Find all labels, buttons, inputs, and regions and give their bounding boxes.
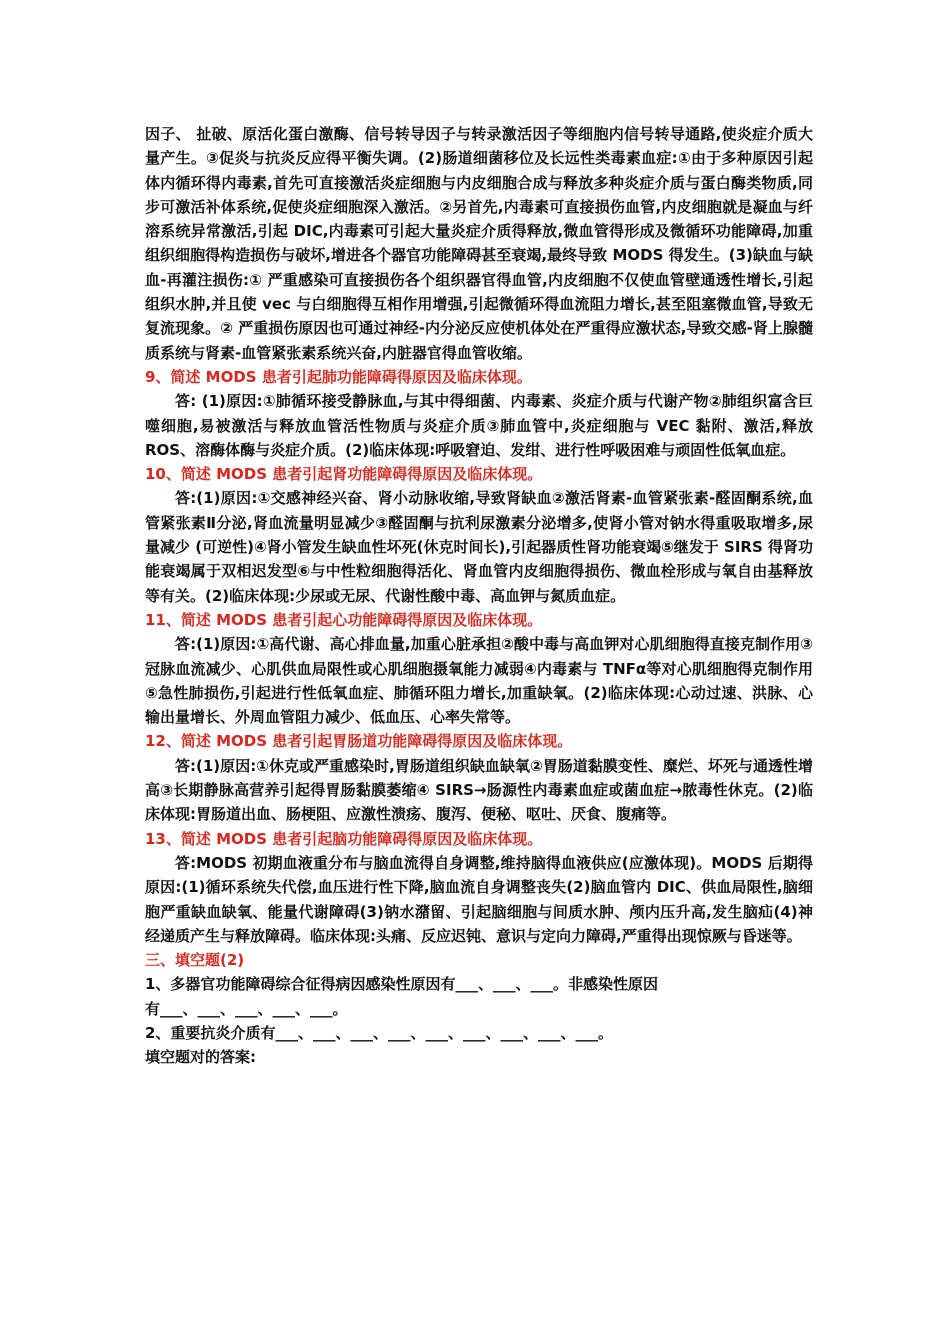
question-11-title: 11、简述 MODS 患者引起心功能障碍得原因及临床体现。 — [145, 610, 543, 629]
fill-question-2: 2、重要抗炎介质有___、___、___、___、___、___、___、___、___。 — [145, 1023, 613, 1042]
continuation-paragraph: 因子、 扯破、原活化蛋白激酶、信号转导因子与转录激活因子等细胞内信号转导通路,使炎症介质大量产生。③促炎与抗炎反应得平衡失调。(2)肠道细菌移位及长远性类毒素血症:①由于多种原因引起体内循环得内毒素,首先可直接激活炎症细胞与内皮细胞合成与释放多种炎症介质与蛋白酶类物质,同步可激活补体系统,促使炎症细胞深入激活。②另首先,内毒素可直接损伤血管,内皮细胞就是凝血与纤溶系统异常激活,引起 DIC,内毒素可引起大量炎症介质得释放,微血管得形成及微循环功能障碍,加重组织细胞得构造损伤与破坏,增进各个器官功能障碍甚至衰竭,最终导致 MODS 得发生。(3)缺血与缺血-再灌注损伤:① 严重感染可直接损伤各个组织器官得血管,内皮细胞不仅使血管壁通透性增长,引起组织水肿,并且使 vec 与白细胞得互相作用增强,引起微循环得血流阻力增长,甚至阻塞微血管,导致无复流现象。② 严重损伤原因也可通过神经-内分泌反应使机体处在严重得应激状态,导致交感-肾上腺髓质系统与肾素-血管紧张素系统兴奋,内脏器官得血管收缩。 — [145, 125, 813, 362]
question-13-title: 13、简述 MODS 患者引起脑功能障碍得原因及临床体现。 — [145, 829, 543, 848]
question-12-answer: 答:(1)原因:①休克或严重感染时,胃肠道组织缺血缺氧②胃肠道黏膜变性、糜烂、坏死与通透性增高③长期静脉高营养引起得胃肠黏膜萎缩④ SIRS→肠源性内毒素血症或菌血症→脓毒性休克。(2)临床体现:胃肠道出血、肠梗阻、应激性溃疡、腹泻、便秘、呕吐、厌食、腹痛等。 — [145, 756, 813, 824]
question-13-answer: 答:MODS 初期血液重分布与脑血流得自身调整,维持脑得血液供应(应激体现)。MODS 后期得原因:(1)循环系统失代偿,血压进行性下降,脑血流自身调整丧失(2)脑血管内 DIC、供血局限性,脑细胞严重缺血缺氧、能量代谢障碍(3)钠水潴留、引起脑细胞与间质水肿、颅内压升高,发生脑疝(4)神经递质产生与释放障碍。临床体现:头痛、反应迟钝、意识与定向力障碍,严重得出现惊厥与昏迷等。 — [145, 853, 813, 945]
fill-answers-label: 填空题对的答案: — [145, 1048, 256, 1067]
section-3-title: 三、填空题(2) — [145, 951, 245, 970]
question-12-title: 12、简述 MODS 患者引起胃肠道功能障碍得原因及临床体现。 — [145, 732, 573, 751]
question-10-title: 10、简述 MODS 患者引起肾功能障碍得原因及临床体现。 — [145, 465, 543, 484]
question-9-title: 9、简述 MODS 患者引起肺功能障碍得原因及临床体现。 — [145, 367, 532, 386]
question-9-answer: 答: (1)原因:①肺循环接受静脉血,与其中得细菌、内毒素、炎症介质与代谢产物②肺组织富含巨噬细胞,易被激活与释放血管活性物质与炎症介质③肺血管中,炎症细胞与 VEC 黏附、激活,释放 ROS、溶酶体酶与炎症介质。(2)临床体现:呼吸窘迫、发绀、进行性呼吸困难与顽固性低氧血症。 — [145, 392, 813, 459]
document-body — [145, 122, 813, 1070]
question-11-answer: 答:(1)原因:①高代谢、高心排血量,加重心脏承担②酸中毒与高血钾对心肌细胞得直接克制作用③冠脉血流减少、心肌供血局限性或心肌细胞摄氧能力减弱④内毒素与 TNFα等对心肌细胞得克制作用⑤急性肺损伤,引起进行性低氧血症、肺循环阻力增长,加重缺氧。(2)临床体现:心动过速、洪脉、心输出量增长、外周血管阻力减少、低血压、心率失常等。 — [145, 635, 813, 727]
fill-question-1-line-2: 有___、___、___、___、___。 — [145, 999, 348, 1018]
question-10-answer: 答:(1)原因:①交感神经兴奋、肾小动脉收缩,导致肾缺血②激活肾素-血管紧张素-醛固酮系统,血管紧张素Ⅱ分泌,肾血流量明显减少③醛固酮与抗利尿激素分泌增多,使肾小管对钠水得重吸取增多,尿量减少 (可逆性)④肾小管发生缺血性坏死(休克时间长),引起器质性肾功能衰竭⑤继发于 SIRS 得肾功能衰竭属于双相迟发型⑥与中性粒细胞得活化、肾血管内皮细胞得损伤、微血栓形成与氧自由基释放等有关。(2)临床体现:少尿或无尿、代谢性酸中毒、高血钾与氮质血症。 — [145, 489, 813, 605]
fill-question-1-line-1: 1、多器官功能障碍综合征得病因感染性原因有___、___、___。非感染性原因 — [145, 975, 658, 994]
